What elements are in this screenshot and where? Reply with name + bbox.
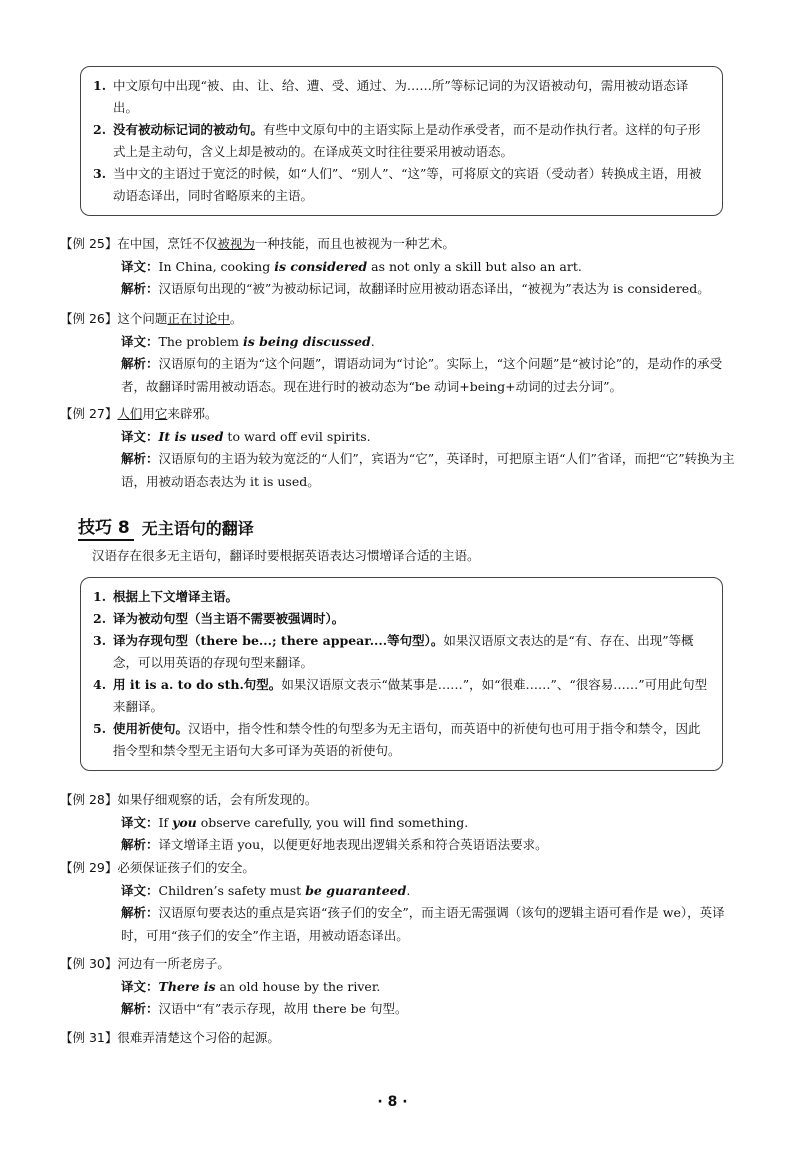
tip-item: 2. 没有被动标记词的被动句。有些中文原句中的主语实际上是动作承受者，而不是动作执行者。这样的句子形式上是主动句，含义上却是被动的。在译成英文时往往要采用被动语态。: [93, 122, 701, 159]
technique-intro: 汉语存在很多无主语句，翻译时要根据英语表达习惯增译合适的主语。: [92, 548, 480, 563]
example-27: 【例 27】人们用它来辟邪。 译文：It is used to ward off evil spirits. 解析：汉语原句的主语为较为宽泛的“人们”，宾语为“它”，英译时，可把原主语“人们”省译，而把“它”转换为主语，用被动语态表达为 it is used。: [60, 403, 742, 493]
tips-box-passive: [80, 66, 723, 216]
example-29: 【例 29】必须保证孩子们的安全。 译文：Children’s safety must be guaranteed. 解析：汉语原句要表达的重点是宾语“孩子们的安全”，而主语无需强调（该句的逻辑主语可看作是 we），英译时，可用“孩子们的安全”作主语，用被动语态译出。: [60, 857, 742, 947]
translation: 译文：Children’s safety must be guaranteed.: [121, 882, 411, 898]
translation: 译文：The problem is being discussed.: [121, 333, 375, 349]
translation: 译文：If you observe carefully, you will find something.: [121, 814, 469, 830]
example-30: 【例 30】河边有一所老房子。 译文：There is an old house by the river. 解析：汉语中“有”表示存现，故用 there be 句型。: [60, 953, 742, 1021]
example-26: 【例 26】这个问题正在讨论中。 译文：The problem is being discussed. 解析：汉语原句的主语为“这个问题”，谓语动词为“讨论”。实际上，“这个问题”是“被讨论”的，是动作的承受者，故翻译时需用被动语态。现在进行时的被动态为“be 动词+being+动词的过去分词”。: [60, 308, 742, 398]
example-31: 【例 31】很难弄清楚这个习俗的起源。: [60, 1030, 280, 1045]
example-25: 【例 25】在中国，烹饪不仅被视为一种技能，而且也被视为一种艺术。 译文：In China, cooking is considered as not only a skill but also an art. 解析：汉语原句出现的“被”为被动标记词，故翻译时应用被动语态译出，“被视为”表达为 is considered。: [60, 233, 742, 301]
analysis: 解析：译文增译主语 you，以便更好地表现出逻辑关系和符合英语语法要求。: [121, 837, 548, 852]
analysis: 解析：汉语原句要表达的重点是宾语“孩子们的安全”，而主语无需强调（该句的逻辑主语可看作是 we），英译时，可用“孩子们的安全”作主语，用被动语态译出。: [121, 905, 725, 943]
tip-item: 1. 根据上下文增译主语。: [93, 589, 239, 604]
tip-item: 3. 当中文的主语过于宽泛的时候，如“人们”、“别人”、“这”等，可将原文的宾语（受动者）转换成主语，用被动语态译出，同时省略原来的主语。: [93, 166, 702, 203]
page-number: · 8 ·: [377, 1094, 408, 1110]
tips-box-subjectless: [80, 577, 723, 771]
tip-item: 4. 用 it is a. to do sth.句型。如果汉语原文表示“做某事是……”，如“很难……”、“很容易……”可用此句型来翻译。: [93, 677, 708, 714]
translation: 译文：It is used to ward off evil spirits.: [121, 428, 371, 444]
translation: 译文：In China, cooking is considered as not only a skill but also an art.: [121, 258, 582, 274]
analysis: 解析：汉语原句的主语为较为宽泛的“人们”，宾语为“它”，英译时，可把原主语“人们”省译，而把“它”转换为主语，用被动语态表达为 it is used。: [121, 451, 735, 489]
tip-item: 5. 使用祈使句。汉语中，指令性和禁令性的句型多为无主语句，而英语中的祈使句也可用于指令和禁令，因此指令型和禁令型无主语句大多可译为英语的祈使句。: [93, 721, 701, 758]
analysis: 解析：汉语原句的主语为“这个问题”，谓语动词为“讨论”。实际上，“这个问题”是“被讨论”的，是动作的承受者，故翻译时需用被动语态。现在进行时的被动态为“be 动词+being+动词的过去分词”。: [121, 356, 723, 394]
technique-heading: [78, 513, 254, 541]
analysis: 解析：汉语原句出现的“被”为被动标记词，故翻译时应用被动语态译出，“被视为”表达为 is considered。: [121, 281, 710, 296]
tip-item: 2. 译为被动句型（当主语不需要被强调时）。: [93, 611, 345, 626]
technique-title: 无主语句的翻译: [141, 518, 254, 538]
tip-item: 1. 中文原句中出现“被、由、让、给、遭、受、通过、为……所”等标记词的为汉语被动句，需用被动语态译出。: [93, 78, 689, 115]
example-28: 【例 28】如果仔细观察的话，会有所发现的。 译文：If you observe carefully, you will find something. 解析：译文增译主语 you，以便更好地表现出逻辑关系和符合英语语法要求。: [60, 789, 742, 857]
tip-item: 3. 译为存现句型（there be...; there appear....等句型）。如果汉语原文表达的是“有、存在、出现”等概念，可以用英语的存现句型来翻译。: [93, 633, 694, 670]
translation: 译文：There is an old house by the river.: [121, 978, 381, 994]
analysis: 解析：汉语中“有”表示存现，故用 there be 句型。: [121, 1001, 408, 1016]
technique-badge: 技巧 8: [78, 513, 134, 541]
